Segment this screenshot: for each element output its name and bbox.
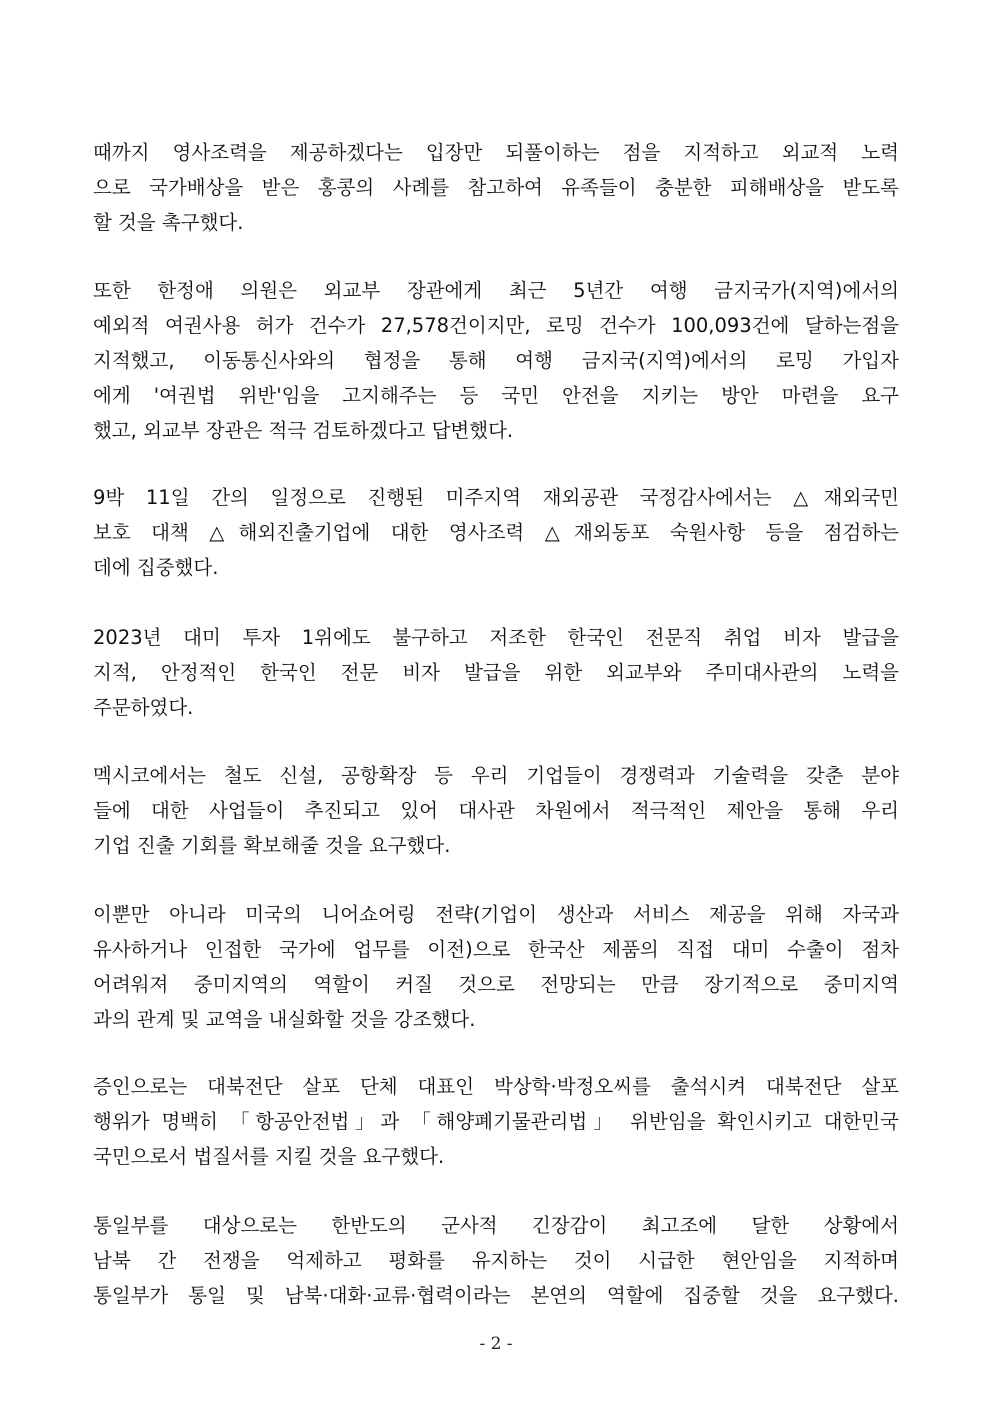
text-line: 때까지 영사조력을 제공하겠다는 입장만 되풀이하는 점을 지적하고 외교적 노력 xyxy=(93,141,899,164)
text-line: 들에 대한 사업들이 추진되고 있어 대사관 차원에서 적극적인 제안을 통해 우리 xyxy=(93,799,899,822)
text-line: 기업 진출 기회를 확보해줄 것을 요구했다. xyxy=(93,834,451,857)
text-line: 증인으로는 대북전단 살포 단체 대표인 박상학·박정오씨를 출석시켜 대북전단 살포 xyxy=(93,1075,899,1098)
paragraph-mexico xyxy=(93,758,899,863)
text-line: 남북 간 전쟁을 억제하고 평화를 유지하는 것이 시급한 현안임을 지적하며 xyxy=(93,1249,899,1272)
text-line: 보호 대책 △해외진출기업에 대한 영사조력 △재외동포 숙원사항 등을 점검하는 xyxy=(93,521,899,544)
text-line: 할 것을 촉구했다. xyxy=(93,211,244,234)
text-line: 통일부를 대상으로는 한반도의 군사적 긴장감이 최고조에 달한 상황에서 xyxy=(93,1214,899,1237)
paragraph-witnesses xyxy=(93,1069,899,1174)
text-line: 국민으로서 법질서를 지킬 것을 요구했다. xyxy=(93,1145,445,1168)
paragraph-consular-support xyxy=(93,135,899,240)
text-line: 과의 관계 및 교역을 내실화할 것을 강조했다. xyxy=(93,1008,476,1031)
text-line: 으로 국가배상을 받은 홍콩의 사례를 참고하여 유족들이 충분한 피해배상을 받도록 xyxy=(93,176,899,199)
paragraph-visa-issuance xyxy=(93,620,899,725)
text-line: 데에 집중했다. xyxy=(93,556,219,579)
text-line: 행위가 명백히 「항공안전법」과 「해양폐기물관리법」 위반임을 확인시키고 대한민국 xyxy=(93,1110,899,1133)
paragraph-nearshoring xyxy=(93,897,899,1037)
paragraph-audit-schedule xyxy=(93,480,899,585)
text-line: 했고, 외교부 장관은 적극 검토하겠다고 답변했다. xyxy=(93,419,514,442)
text-line: 멕시코에서는 철도 신설, 공항확장 등 우리 기업들이 경쟁력과 기술력을 갖춘 분야 xyxy=(93,764,899,787)
text-line: 어려워져 중미지역의 역할이 커질 것으로 전망되는 만큼 장기적으로 중미지역 xyxy=(93,973,899,996)
text-line: 유사하거나 인접한 국가에 업무를 이전)으로 한국산 제품의 직접 대미 수출이 점차 xyxy=(93,938,899,961)
text-line: 지적, 안정적인 한국인 전문 비자 발급을 위한 외교부와 주미대사관의 노력을 xyxy=(93,661,899,684)
text-line: 9박 11일 간의 일정으로 진행된 미주지역 재외공관 국정감사에서는 △재외국민 xyxy=(93,486,899,509)
paragraph-unification-ministry xyxy=(93,1208,899,1313)
text-line: 또한 한정애 의원은 외교부 장관에게 최근 5년간 여행 금지국가(지역)에서의 xyxy=(93,279,899,302)
text-line: 주문하였다. xyxy=(93,696,194,719)
text-line: 예외적 여권사용 허가 건수가 27,578건이지만, 로밍 건수가 100,093건에 달하는점을 xyxy=(93,314,899,337)
paragraph-roaming-passport xyxy=(93,273,899,448)
text-line: 에게 '여권법 위반'임을 고지해주는 등 국민 안전을 지키는 방안 마련을 요구 xyxy=(93,384,899,407)
page-number: - 2 - xyxy=(479,1334,513,1354)
text-line: 이뿐만 아니라 미국의 니어쇼어링 전략(기업이 생산과 서비스 제공을 위해 자국과 xyxy=(93,903,899,926)
text-line: 2023년 대미 투자 1위에도 불구하고 저조한 한국인 전문직 취업 비자 발급을 xyxy=(93,626,899,649)
text-line: 지적했고, 이동통신사와의 협정을 통해 여행 금지국(지역)에서의 로밍 가입자 xyxy=(93,349,899,372)
text-line: 통일부가 통일 및 남북·대화·교류·협력이라는 본연의 역할에 집중할 것을 요구했다. xyxy=(93,1284,899,1307)
